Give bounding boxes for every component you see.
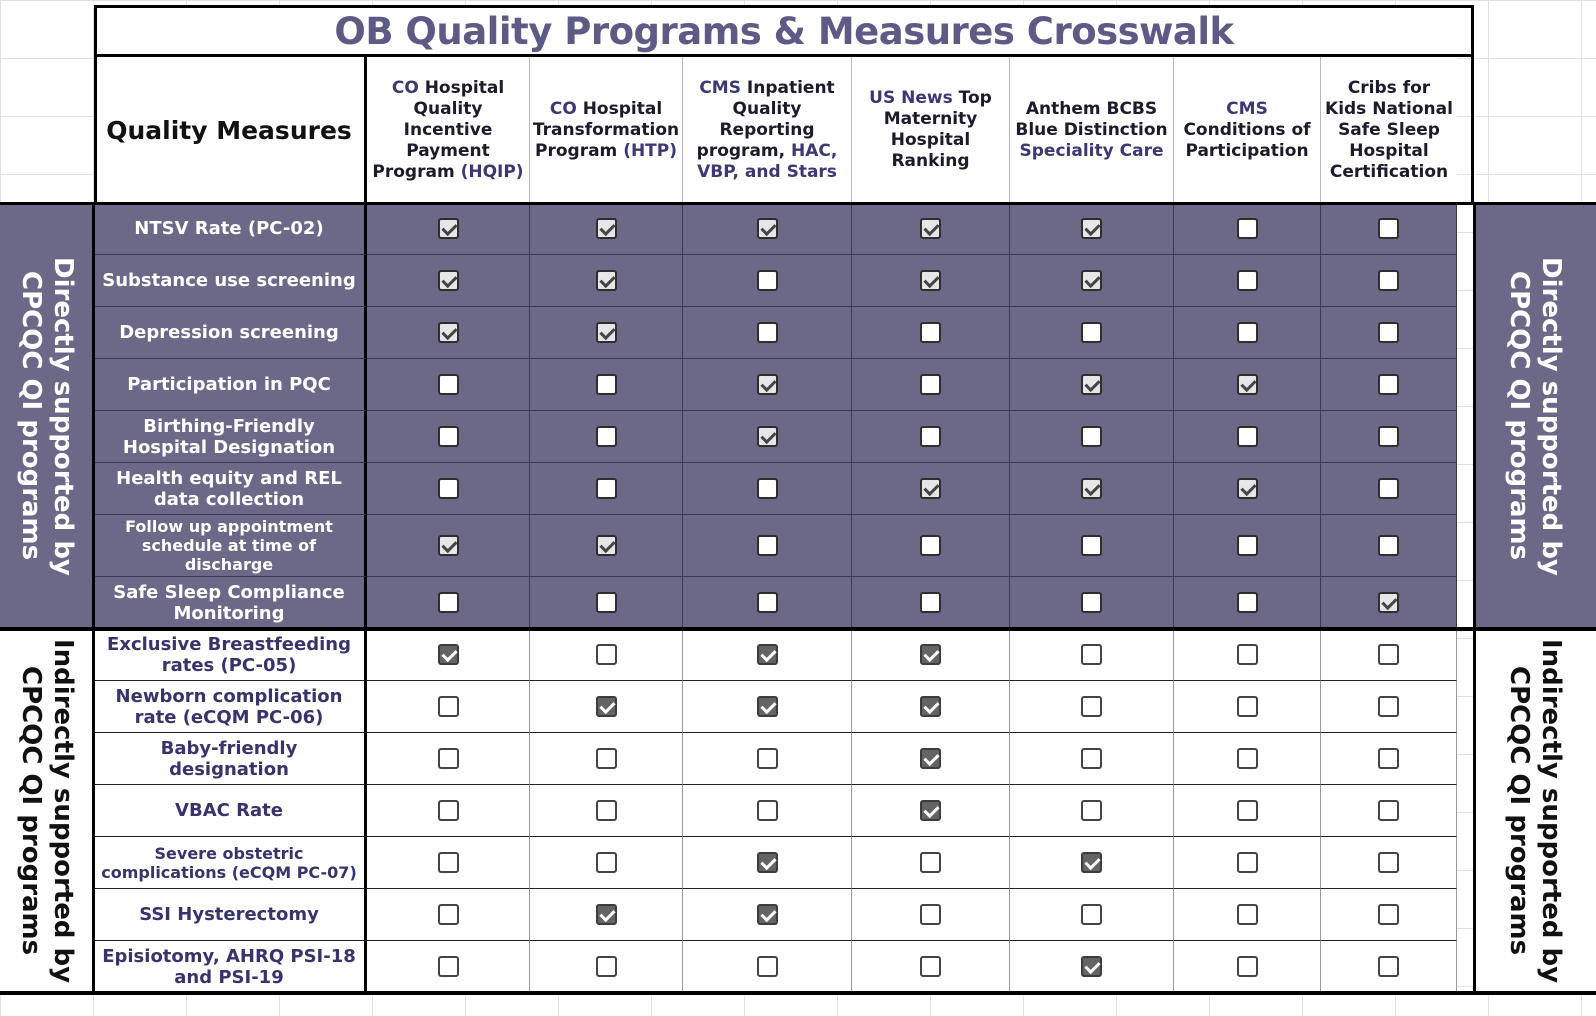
unchecked-checkbox-icon[interactable] [438,478,459,499]
unchecked-checkbox-icon[interactable] [1081,592,1102,613]
section-label: Directly supported by CPCQC QI programs [1504,256,1566,576]
table-row [94,359,1474,411]
unchecked-checkbox-icon[interactable] [596,748,617,769]
measure-label: NTSV Rate (PC-02) [94,203,367,255]
unchecked-checkbox-icon[interactable] [920,956,941,977]
program-highlight-prefix: US News [869,88,953,108]
checked-checkbox-icon[interactable] [1081,852,1102,873]
section-label: Indirectly supported by CPCQC QI programs [1504,638,1566,984]
divider-bottom [0,991,1596,995]
checked-checkbox-icon[interactable] [596,535,617,556]
unchecked-checkbox-icon[interactable] [1378,426,1399,447]
unchecked-checkbox-icon[interactable] [1237,592,1258,613]
left-indirect-section-label [0,629,94,993]
checkbox-cell [1174,889,1321,941]
unchecked-checkbox-icon[interactable] [757,478,778,499]
checkbox-cell [530,515,683,577]
checkbox-cell [1174,255,1321,307]
unchecked-checkbox-icon[interactable] [1378,218,1399,239]
unchecked-checkbox-icon[interactable] [1237,218,1258,239]
checkbox-cell [1321,411,1457,463]
checkbox-cell [530,941,683,993]
table-row [94,577,1474,629]
checkbox-cell [1010,255,1174,307]
program-highlight-suffix: (HTP) [623,140,678,161]
checkbox-cell [367,203,530,255]
checked-checkbox-icon[interactable] [596,904,617,925]
unchecked-checkbox-icon[interactable] [438,852,459,873]
checkbox-cell [683,515,852,577]
checkbox-cell [1010,629,1174,681]
checked-checkbox-icon[interactable] [920,270,941,291]
program-name-text: Conditions of Participation [1183,119,1311,161]
table-row [94,733,1474,785]
unchecked-checkbox-icon[interactable] [1081,322,1102,343]
checkbox-cell [530,255,683,307]
checked-checkbox-icon[interactable] [920,218,941,239]
unchecked-checkbox-icon[interactable] [438,592,459,613]
checkbox-cell [1010,681,1174,733]
unchecked-checkbox-icon[interactable] [438,696,459,717]
unchecked-checkbox-icon[interactable] [920,535,941,556]
unchecked-checkbox-icon[interactable] [596,374,617,395]
checked-checkbox-icon[interactable] [596,322,617,343]
checkbox-cell [852,681,1010,733]
header-program-label [1178,99,1316,162]
header-program-1 [367,57,530,203]
table-row [94,629,1474,681]
unchecked-checkbox-icon[interactable] [1237,644,1258,665]
unchecked-checkbox-icon[interactable] [1237,696,1258,717]
checkbox-cell [367,307,530,359]
checked-checkbox-icon[interactable] [1081,374,1102,395]
checked-checkbox-icon[interactable] [757,374,778,395]
checkbox-cell [1174,681,1321,733]
unchecked-checkbox-icon[interactable] [438,800,459,821]
checked-checkbox-icon[interactable] [920,644,941,665]
divider-sections [0,627,1596,631]
checkbox-cell [1174,515,1321,577]
table-row [94,681,1474,733]
checked-checkbox-icon[interactable] [757,904,778,925]
checkbox-cell [367,785,530,837]
unchecked-checkbox-icon[interactable] [757,748,778,769]
program-name-text: Anthem BCBS Blue Distinction [1015,98,1168,140]
checkbox-cell [852,411,1010,463]
checkbox-cell [1321,785,1457,837]
unchecked-checkbox-icon[interactable] [596,426,617,447]
right-indirect-section-label [1474,629,1596,993]
divider-right [1473,203,1476,993]
table-row [94,515,1474,577]
checked-checkbox-icon[interactable] [757,218,778,239]
checkbox-cell [852,307,1010,359]
checkbox-cell [1174,577,1321,629]
measure-label: Severe obstetric complications (eCQM PC-07) [94,837,367,889]
table-row [94,941,1474,993]
checkbox-cell [367,515,530,577]
unchecked-checkbox-icon[interactable] [1237,800,1258,821]
unchecked-checkbox-icon[interactable] [757,800,778,821]
checkbox-cell [367,889,530,941]
checkbox-cell [683,359,852,411]
checkbox-cell [1321,941,1457,993]
unchecked-checkbox-icon[interactable] [1081,800,1102,821]
checkbox-cell [852,629,1010,681]
unchecked-checkbox-icon[interactable] [1378,322,1399,343]
checked-checkbox-icon[interactable] [438,218,459,239]
checkbox-cell [683,255,852,307]
unchecked-checkbox-icon[interactable] [757,956,778,977]
checkbox-cell [683,681,852,733]
checkbox-cell [530,681,683,733]
unchecked-checkbox-icon[interactable] [920,852,941,873]
checkbox-cell [1174,733,1321,785]
measure-label: Health equity and REL data collection [94,463,367,515]
unchecked-checkbox-icon[interactable] [1378,956,1399,977]
table-row [94,255,1474,307]
unchecked-checkbox-icon[interactable] [1378,535,1399,556]
unchecked-checkbox-icon[interactable] [438,748,459,769]
checkbox-cell [1010,411,1174,463]
table-row [94,463,1474,515]
checkbox-cell [1321,203,1457,255]
checkbox-cell [1321,515,1457,577]
unchecked-checkbox-icon[interactable] [1378,852,1399,873]
checked-checkbox-icon[interactable] [438,644,459,665]
checkbox-cell [852,203,1010,255]
checkbox-cell [852,733,1010,785]
checkbox-cell [852,255,1010,307]
checkbox-cell [367,463,530,515]
program-name-text: Hospital Transformation Program [532,98,680,161]
checkbox-cell [1010,515,1174,577]
checkbox-cell [530,785,683,837]
measure-label: Participation in PQC [94,359,367,411]
divider-top [0,202,1596,205]
checkbox-cell [1321,255,1457,307]
unchecked-checkbox-icon[interactable] [1378,478,1399,499]
checkbox-cell [683,889,852,941]
measure-label: Newborn complication rate (eCQM PC-06) [94,681,367,733]
header-program-label [533,99,679,162]
header-program-7 [1321,57,1457,203]
page-title: OB Quality Programs & Measures Crosswalk [94,5,1474,57]
unchecked-checkbox-icon[interactable] [1081,748,1102,769]
checkbox-cell [367,629,530,681]
unchecked-checkbox-icon[interactable] [438,426,459,447]
checkbox-cell [530,307,683,359]
checkbox-cell [683,463,852,515]
unchecked-checkbox-icon[interactable] [920,374,941,395]
checkbox-cell [1174,785,1321,837]
checkbox-cell [1321,889,1457,941]
unchecked-checkbox-icon[interactable] [596,644,617,665]
header-program-6 [1174,57,1321,203]
unchecked-checkbox-icon[interactable] [1237,904,1258,925]
unchecked-checkbox-icon[interactable] [1378,748,1399,769]
checkbox-cell [530,837,683,889]
header-program-4 [852,57,1010,203]
checkbox-cell [1174,203,1321,255]
unchecked-checkbox-icon[interactable] [1081,426,1102,447]
checkbox-cell [683,785,852,837]
measure-label: Safe Sleep Compliance Monitoring [94,577,367,629]
unchecked-checkbox-icon[interactable] [1378,696,1399,717]
program-name-text: Cribs for Kids National Safe Sleep Hospital Certification [1325,77,1453,182]
checkbox-cell [1174,941,1321,993]
checked-checkbox-icon[interactable] [1081,956,1102,977]
checkbox-cell [683,577,852,629]
unchecked-checkbox-icon[interactable] [757,592,778,613]
checkbox-cell [683,307,852,359]
program-highlight-prefix: CMS [699,77,741,98]
checkbox-cell [1010,307,1174,359]
unchecked-checkbox-icon[interactable] [1081,904,1102,925]
unchecked-checkbox-icon[interactable] [1237,322,1258,343]
unchecked-checkbox-icon[interactable] [1378,800,1399,821]
checkbox-cell [1174,629,1321,681]
checked-checkbox-icon[interactable] [1081,218,1102,239]
unchecked-checkbox-icon[interactable] [757,270,778,291]
unchecked-checkbox-icon[interactable] [1237,270,1258,291]
checkbox-cell [852,785,1010,837]
checked-checkbox-icon[interactable] [1237,478,1258,499]
header-program-label [1014,99,1169,162]
program-highlight-suffix: HAC, VBP, and Stars [697,140,838,182]
unchecked-checkbox-icon[interactable] [1081,696,1102,717]
header-program-2 [530,57,683,203]
unchecked-checkbox-icon[interactable] [1081,535,1102,556]
unchecked-checkbox-icon[interactable] [438,956,459,977]
unchecked-checkbox-icon[interactable] [596,852,617,873]
unchecked-checkbox-icon[interactable] [757,322,778,343]
checked-checkbox-icon[interactable] [920,800,941,821]
checkbox-cell [367,837,530,889]
checkbox-cell [367,941,530,993]
measure-label: Substance use screening [94,255,367,307]
divider-left [92,203,95,993]
checkbox-cell [530,203,683,255]
unchecked-checkbox-icon[interactable] [1081,644,1102,665]
checked-checkbox-icon[interactable] [438,535,459,556]
measure-label: Baby-friendly designation [94,733,367,785]
section-label: Directly supported by CPCQC QI programs [16,256,78,576]
checkbox-cell [852,889,1010,941]
checked-checkbox-icon[interactable] [596,218,617,239]
unchecked-checkbox-icon[interactable] [596,592,617,613]
right-direct-section-label [1474,203,1596,629]
checked-checkbox-icon[interactable] [920,696,941,717]
checkbox-cell [1174,359,1321,411]
checkbox-cell [1010,577,1174,629]
header-program-label [371,78,525,183]
checkbox-cell [367,577,530,629]
unchecked-checkbox-icon[interactable] [1378,644,1399,665]
checkbox-cell [1010,203,1174,255]
checkbox-cell [1010,941,1174,993]
unchecked-checkbox-icon[interactable] [1237,956,1258,977]
header-program-label [687,78,847,183]
checkbox-cell [530,889,683,941]
table-row [94,411,1474,463]
checked-checkbox-icon[interactable] [1081,270,1102,291]
unchecked-checkbox-icon[interactable] [920,904,941,925]
unchecked-checkbox-icon[interactable] [596,800,617,821]
checkbox-cell [1010,837,1174,889]
table-row [94,785,1474,837]
checkbox-cell [367,411,530,463]
checkbox-cell [1321,733,1457,785]
table-row [94,889,1474,941]
checkbox-cell [852,463,1010,515]
checked-checkbox-icon[interactable] [920,748,941,769]
program-highlight-prefix: CO [391,77,419,98]
checked-checkbox-icon[interactable] [1378,592,1399,613]
checked-checkbox-icon[interactable] [1237,374,1258,395]
checked-checkbox-icon[interactable] [757,644,778,665]
checkbox-cell [1321,577,1457,629]
checked-checkbox-icon[interactable] [438,270,459,291]
unchecked-checkbox-icon[interactable] [1237,535,1258,556]
unchecked-checkbox-icon[interactable] [1237,748,1258,769]
checked-checkbox-icon[interactable] [920,478,941,499]
unchecked-checkbox-icon[interactable] [757,535,778,556]
checkbox-cell [852,837,1010,889]
checkbox-cell [530,411,683,463]
checkbox-cell [1010,785,1174,837]
checkbox-cell [683,837,852,889]
header-quality-measures: Quality Measures [94,57,367,203]
checkbox-cell [530,733,683,785]
unchecked-checkbox-icon[interactable] [596,956,617,977]
measure-label: Depression screening [94,307,367,359]
unchecked-checkbox-icon[interactable] [920,592,941,613]
program-highlight-prefix: CMS [1226,98,1268,119]
header-program-label [1325,78,1453,183]
checked-checkbox-icon[interactable] [1081,478,1102,499]
measure-label: Episiotomy, AHRQ PSI-18 and PSI-19 [94,941,367,993]
checked-checkbox-icon[interactable] [596,696,617,717]
checkbox-cell [1321,629,1457,681]
checkbox-cell [1010,889,1174,941]
checkbox-cell [1010,359,1174,411]
checked-checkbox-icon[interactable] [438,322,459,343]
unchecked-checkbox-icon[interactable] [1378,374,1399,395]
checkbox-cell [530,463,683,515]
section-label: Indirectly supported by CPCQC QI programs [16,638,78,984]
checkbox-cell [683,203,852,255]
table-row [94,837,1474,889]
checkbox-cell [530,629,683,681]
checkbox-cell [683,941,852,993]
checkbox-cell [683,629,852,681]
checkbox-cell [367,359,530,411]
measure-label: VBAC Rate [94,785,367,837]
unchecked-checkbox-icon[interactable] [1378,270,1399,291]
checkbox-cell [1321,463,1457,515]
checkbox-cell [852,941,1010,993]
unchecked-checkbox-icon[interactable] [438,374,459,395]
checkbox-cell [852,359,1010,411]
unchecked-checkbox-icon[interactable] [1237,426,1258,447]
table-row [94,203,1474,255]
table-row [94,307,1474,359]
program-highlight-suffix: Speciality Care [1019,140,1164,161]
checkbox-cell [683,733,852,785]
checked-checkbox-icon[interactable] [596,270,617,291]
checkbox-cell [1174,463,1321,515]
header-program-label [856,88,1005,172]
checkbox-cell [1321,307,1457,359]
measure-label: Birthing-Friendly Hospital Designation [94,411,367,463]
checkbox-cell [530,359,683,411]
checkbox-cell [367,733,530,785]
checkbox-cell [1174,307,1321,359]
unchecked-checkbox-icon[interactable] [1237,852,1258,873]
program-highlight-prefix: CO [549,98,577,119]
header-program-3 [683,57,852,203]
checkbox-cell [1010,463,1174,515]
program-name-text: Hospital Quality Incentive Payment Program [372,77,505,182]
program-name-text: Inpatient Quality Reporting program, [696,77,835,161]
checkbox-cell [1174,837,1321,889]
checkbox-cell [367,255,530,307]
checked-checkbox-icon[interactable] [757,426,778,447]
checked-checkbox-icon[interactable] [757,696,778,717]
checkbox-cell [530,577,683,629]
checked-checkbox-icon[interactable] [757,852,778,873]
unchecked-checkbox-icon[interactable] [438,904,459,925]
unchecked-checkbox-icon[interactable] [596,478,617,499]
checkbox-cell [852,515,1010,577]
checkbox-cell [367,681,530,733]
checkbox-cell [1321,681,1457,733]
checkbox-cell [852,577,1010,629]
program-highlight-suffix: (HQIP) [460,161,524,182]
unchecked-checkbox-icon[interactable] [920,426,941,447]
checkbox-cell [1174,411,1321,463]
checkbox-cell [1321,359,1457,411]
measure-label: SSI Hysterectomy [94,889,367,941]
checkbox-cell [1010,733,1174,785]
header-program-5 [1010,57,1174,203]
program-name-text: Top Maternity Hospital Ranking [883,88,992,171]
unchecked-checkbox-icon[interactable] [1378,904,1399,925]
unchecked-checkbox-icon[interactable] [920,322,941,343]
checkbox-cell [1321,837,1457,889]
left-direct-section-label [0,203,94,629]
measure-label: Exclusive Breastfeeding rates (PC-05) [94,629,367,681]
measure-label: Follow up appointment schedule at time of discharge [94,515,367,577]
checkbox-cell [683,411,852,463]
